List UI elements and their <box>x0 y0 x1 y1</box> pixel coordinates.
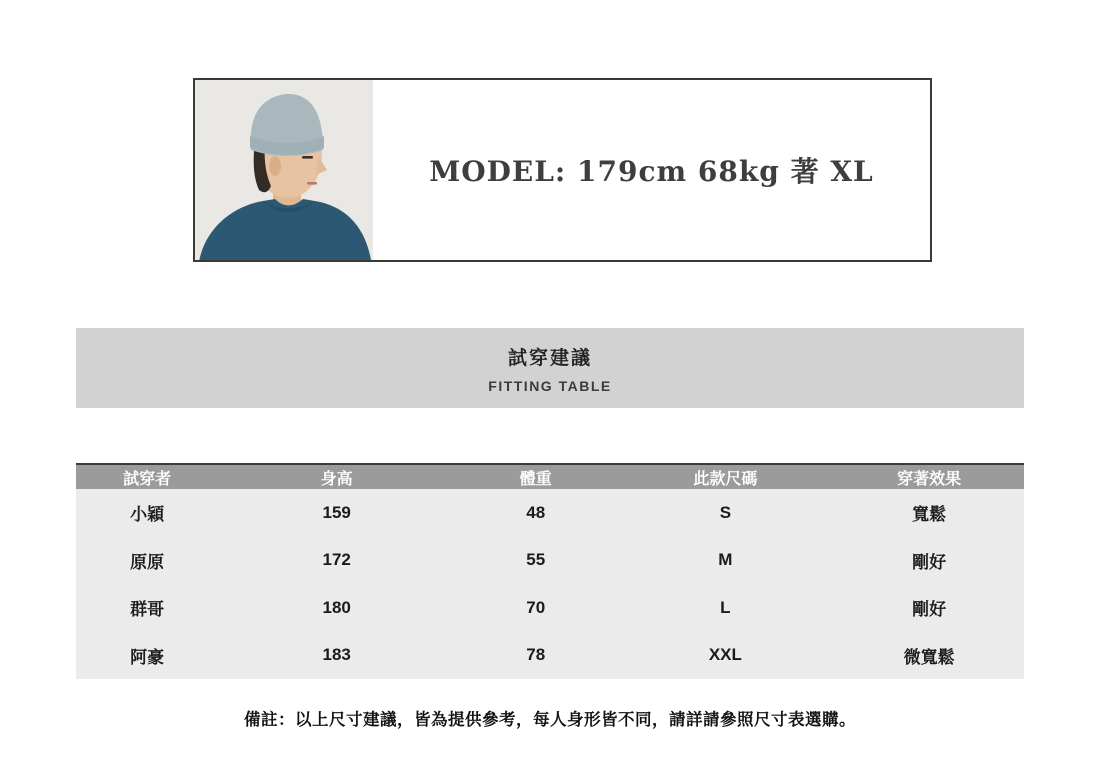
fitting-table <box>76 463 1024 679</box>
cell-weight: 55 <box>526 550 546 570</box>
model-banner <box>193 78 932 262</box>
cell-size: S <box>719 502 732 522</box>
model-info-text: MODEL: 179cm 68kg 著 XL <box>429 155 874 188</box>
table-row <box>76 489 1024 537</box>
col-header-height: 身高 <box>320 470 353 488</box>
cell-tester: 群哥 <box>130 600 165 620</box>
col-header-weight: 體重 <box>519 470 552 488</box>
fitting-title-en: FITTING TABLE <box>488 377 612 394</box>
cell-tester: 阿豪 <box>130 647 165 667</box>
cell-weight: 48 <box>526 502 546 522</box>
cell-tester: 小穎 <box>130 505 165 525</box>
fitting-table-header <box>76 328 1024 408</box>
cell-height: 172 <box>322 550 351 570</box>
cell-size: XXL <box>708 645 742 665</box>
cell-height: 180 <box>322 597 351 617</box>
table-row <box>76 537 1024 585</box>
table-row <box>76 632 1024 680</box>
cell-height: 183 <box>322 645 351 665</box>
size-disclaimer-note: 備註：以上尺寸建議，皆為提供參考，每人身形皆不同，請詳請參照尺寸表選購。 <box>244 711 856 729</box>
col-header-size: 此款尺碼 <box>693 470 758 488</box>
col-header-effect: 穿著效果 <box>897 470 962 488</box>
cell-height: 159 <box>322 502 351 522</box>
cell-weight: 78 <box>526 645 546 665</box>
table-body <box>76 489 1024 679</box>
fitting-title-zh: 試穿建議 <box>507 347 592 369</box>
col-header-tester: 試穿者 <box>123 470 172 488</box>
cell-effect: 寬鬆 <box>912 505 947 525</box>
model-photo <box>195 80 373 260</box>
cell-weight: 70 <box>526 597 546 617</box>
model-photo-illustration <box>195 80 373 260</box>
table-row <box>76 584 1024 632</box>
cell-effect: 微寬鬆 <box>903 647 955 667</box>
table-header-row <box>76 465 1024 489</box>
cell-effect: 剛好 <box>912 552 947 572</box>
cell-tester: 原原 <box>130 552 165 572</box>
cell-size: L <box>720 597 731 617</box>
model-info-area <box>373 80 930 260</box>
cell-size: M <box>718 550 733 570</box>
cell-effect: 剛好 <box>912 600 947 620</box>
